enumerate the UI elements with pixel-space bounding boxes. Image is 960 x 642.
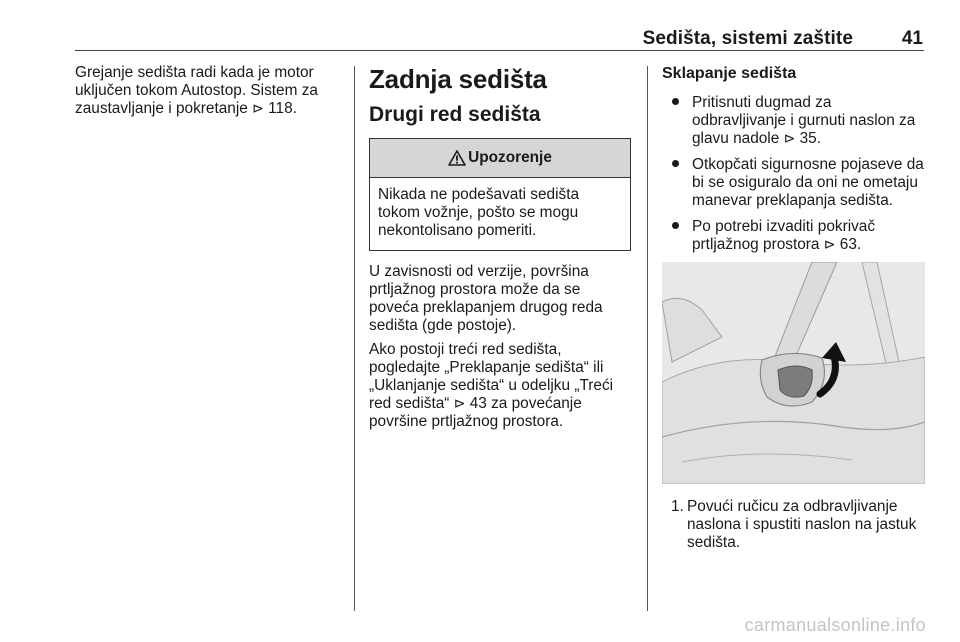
heated-seat-paragraph: Grejanje sedišta radi kada je motor uključen tokom Autostop. Sistem za zaustavljanje i pokretanje ⊳ 118.	[75, 64, 318, 117]
bullet-icon	[672, 160, 679, 167]
section-heading: Zadnja sedišta	[369, 64, 547, 94]
step-number: 1.	[671, 498, 684, 515]
warning-triangle-icon	[448, 150, 466, 166]
page-ref-link[interactable]: 35.	[795, 130, 821, 147]
warning-body: Nikada ne podešavati sedišta tokom vožnje, pošto se mogu nekontolisano pomeriti.	[378, 186, 580, 239]
page-ref-link[interactable]: 63.	[835, 236, 862, 253]
page-ref-arrow-icon: ⊳	[252, 101, 264, 117]
column-divider-1	[354, 66, 355, 611]
seat-release-illustration	[662, 262, 925, 484]
subsection-heading-folding: Sklapanje sedišta	[662, 65, 797, 82]
page-title: Sedišta, sistemi zaštite	[642, 28, 853, 49]
bullet-icon	[672, 98, 679, 105]
column-1	[75, 64, 345, 124]
column-divider-2	[647, 66, 648, 611]
list-item: Pritisnuti dugmad za odbravljivanje i gurnuti naslon za glavu nadole ⊳ 35.	[662, 94, 927, 148]
header-divider	[75, 50, 924, 51]
page-number: 41	[901, 28, 923, 49]
list-item: Otkopčati sigurnosne pojaseve da bi se osiguralo da oni ne ometaju manevar preklapanja sedišta.	[662, 156, 927, 210]
list-item: Po potrebi izvaditi pokrivač prtljažnog prostora ⊳ 63.	[662, 218, 927, 254]
page-ref-arrow-icon: ⊳	[823, 237, 836, 253]
bullet-icon	[672, 222, 679, 229]
step-list	[662, 498, 927, 552]
column-2	[369, 64, 633, 437]
paragraph-third-row: Ako postoji treći red sedišta, pogledajte „Preklapanje sedišta“ ili „Uklanjanje sedišta“ u odeljku „Treći red sedišta“ ⊳ 43 za povećanje površine prtljažnog prostora.	[369, 341, 614, 430]
page-header	[75, 24, 923, 52]
page-ref-link[interactable]: 118.	[268, 100, 297, 117]
page-ref-arrow-icon: ⊳	[783, 131, 796, 147]
watermark: carmanualsonline.info	[744, 615, 926, 635]
page-ref-arrow-icon: ⊳	[453, 396, 466, 412]
warning-box	[369, 138, 631, 251]
step-item: 1. Povući ručicu za odbravljivanje naslona i spustiti naslon na jastuk sedišta.	[671, 498, 917, 551]
warning-header	[370, 139, 630, 178]
subsection-heading: Drugi red sedišta	[369, 103, 541, 126]
paragraph-cargo-area: U zavisnosti od verzije, površina prtljažnog prostora može da se poveća preklapanjem drugog reda sedišta (gde postoje).	[369, 263, 603, 334]
seat-illustration-image	[662, 262, 925, 484]
page-ref-link[interactable]: 43 za povećanje površine prtljažnog prostora.	[369, 395, 582, 430]
warning-title: Upozorenje	[468, 149, 552, 166]
bullet-list	[662, 94, 927, 254]
column-3	[662, 64, 927, 552]
